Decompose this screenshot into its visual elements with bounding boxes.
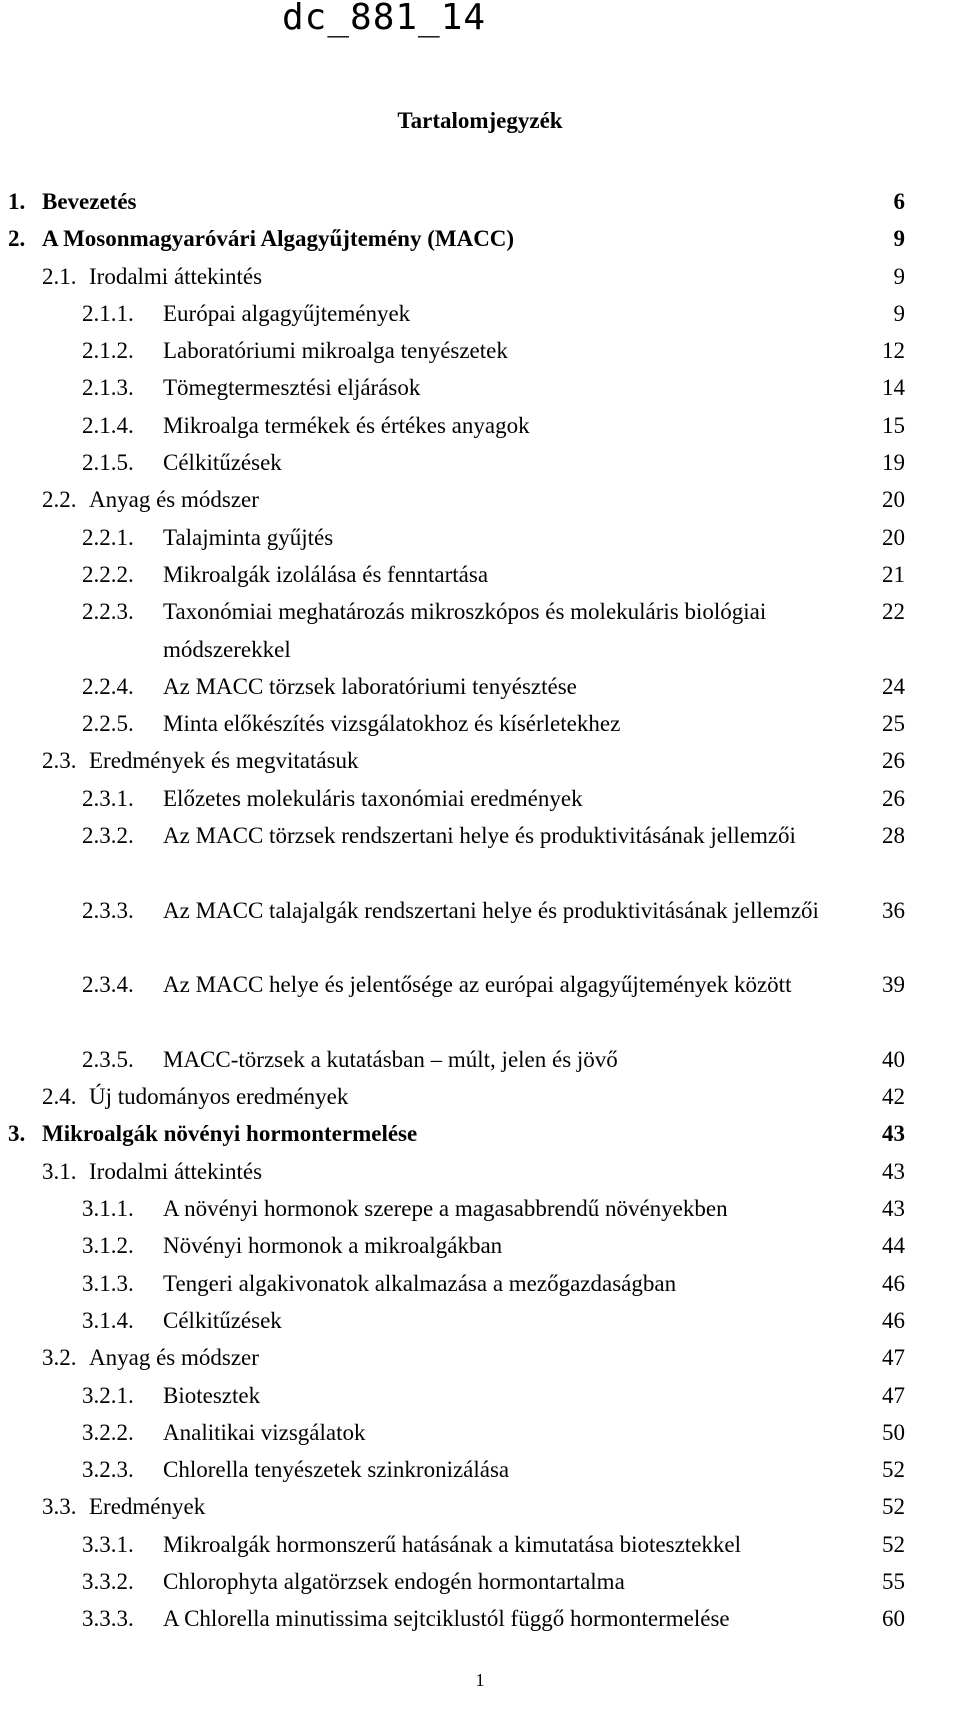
- toc-entry: [0, 1115, 960, 1152]
- toc-entry-number: 2.3.3.: [82, 897, 134, 923]
- toc-entry: [0, 1451, 960, 1488]
- toc-entry-title: Analitikai vizsgálatok: [163, 1419, 366, 1445]
- page-number-footer: 1: [475, 1670, 485, 1690]
- toc-entry-page: 43: [882, 1121, 905, 1147]
- document-header-code: dc_881_14: [282, 0, 487, 38]
- toc-entry-number: 3.1.4.: [82, 1307, 134, 1333]
- toc-entry-page: 52: [882, 1457, 905, 1483]
- toc-entry-page: 36: [882, 897, 905, 923]
- toc-entry: [0, 1488, 960, 1525]
- toc-entry-title: Mikroalgák hormonszerű hatásának a kimutatása biotesztekkel: [163, 1531, 741, 1557]
- page-title: Tartalomjegyzék: [397, 108, 563, 133]
- toc-entry-title: Az MACC törzsek laboratóriumi tenyésztése: [163, 673, 577, 699]
- toc-entry-number: 2.2.1.: [82, 524, 134, 550]
- toc-entry: [0, 1078, 960, 1115]
- toc-entry-page: 22: [882, 599, 905, 625]
- toc-entry: [0, 1041, 960, 1078]
- toc-entry-page: 47: [882, 1345, 905, 1371]
- toc-entry: [0, 519, 960, 556]
- toc-entry-page: 52: [882, 1531, 905, 1557]
- toc-entry-page: 19: [882, 450, 905, 476]
- toc-entry-title: Az MACC talajalgák rendszertani helye és produktivitásának jellemzői: [163, 897, 819, 923]
- toc-entry-page: 50: [882, 1419, 905, 1445]
- toc-entry: [0, 332, 960, 369]
- toc-entry: [0, 1190, 960, 1227]
- toc-entry-number: 2.1.1.: [82, 300, 134, 326]
- toc-entry-page: 21: [882, 561, 905, 587]
- toc-entry-page: 15: [882, 412, 905, 438]
- toc-entry: [0, 220, 960, 257]
- toc-entry-title: Laboratóriumi mikroalga tenyészetek: [163, 338, 508, 364]
- toc-entry-title: Anyag és módszer: [89, 487, 259, 513]
- toc-entry-title: Az MACC törzsek rendszertani helye és produktivitásának jellemzői: [163, 823, 796, 849]
- toc-entry-page: 39: [882, 972, 905, 998]
- toc-entry-title: Új tudományos eredmények: [89, 1084, 349, 1110]
- toc-entry-title: Chlorophyta algatörzsek endogén hormontartalma: [163, 1568, 625, 1594]
- toc-entry-title: Növényi hormonok a mikroalgákban: [163, 1233, 503, 1259]
- toc-entry-number: 2.3.1.: [82, 785, 134, 811]
- toc-entry-title: A Chlorella minutissima sejtciklustól függő hormontermelése: [163, 1606, 730, 1632]
- toc-entry-title: Taxonómiai meghatározás mikroszkópos és molekuláris biológiai módszerekkel: [163, 599, 767, 662]
- toc-entry-title: Anyag és módszer: [89, 1345, 259, 1371]
- toc-entry-number: 3.2.: [42, 1345, 77, 1371]
- toc-entry: [0, 444, 960, 481]
- toc-entry-title: A növényi hormonok szerepe a magasabbrendű növényekben: [163, 1196, 728, 1222]
- toc-entry-page: 9: [893, 300, 905, 326]
- toc-entry: [0, 1227, 960, 1264]
- toc-entry-page: 20: [882, 487, 905, 513]
- toc-entry-number: 2.2.3.: [82, 599, 134, 625]
- toc-entry-page: 46: [882, 1307, 905, 1333]
- toc-entry-title: Eredmények: [89, 1494, 206, 1520]
- toc-entry-page: 25: [882, 711, 905, 737]
- toc-entry-title: Célkitűzések: [163, 1307, 282, 1333]
- toc-entry-number: 2.3.2.: [82, 823, 134, 849]
- toc-entry-number: 3.2.3.: [82, 1457, 134, 1483]
- toc-entry-title: Célkitűzések: [163, 450, 282, 476]
- toc-entry-page: 52: [882, 1494, 905, 1520]
- toc-entry: [0, 556, 960, 593]
- toc-entry-title: Irodalmi áttekintés: [89, 1158, 263, 1184]
- toc-entry-number: 3.1.1.: [82, 1196, 134, 1222]
- toc-entry: [0, 183, 960, 220]
- toc-entry-number: 2.3.5.: [82, 1046, 134, 1072]
- toc-entry-title: MACC-törzsek a kutatásban – múlt, jelen és jövő: [163, 1046, 618, 1072]
- toc-entry: [0, 668, 960, 705]
- toc-entry: [0, 817, 960, 892]
- toc-entry-number: 2.2.5.: [82, 711, 134, 737]
- toc-entry-number: 3.1.3.: [82, 1270, 134, 1296]
- toc-entry-page: 6: [893, 189, 905, 214]
- toc-entry-title: Mikroalga termékek és értékes anyagok: [163, 412, 530, 438]
- toc-entry-title: Az MACC helye és jelentősége az európai algagyűjtemények között: [163, 972, 792, 998]
- toc-entry-page: 60: [882, 1606, 905, 1632]
- toc-entry-title: Mikroalgák növényi hormontermelése: [42, 1121, 418, 1147]
- toc-entry-page: 55: [882, 1568, 905, 1594]
- toc-entry-number: 2.1.2.: [82, 338, 134, 364]
- toc-entry: [0, 1265, 960, 1302]
- toc-entry-number: 2.3.: [42, 748, 77, 774]
- toc-entry-page: 44: [882, 1233, 905, 1259]
- toc-entry-title: Biotesztek: [163, 1382, 261, 1408]
- toc-entry-number: 3.3.3.: [82, 1606, 134, 1632]
- toc-entry: [0, 295, 960, 332]
- toc-entry: [0, 1339, 960, 1376]
- toc-entry-number: 3.3.: [42, 1494, 77, 1520]
- toc-entry-title: Előzetes molekuláris taxonómiai eredmények: [163, 785, 583, 811]
- toc-entry-title: Európai algagyűjtemények: [163, 300, 411, 326]
- toc-entry-number: 3.1.2.: [82, 1233, 134, 1259]
- toc-entry-page: 42: [882, 1084, 905, 1110]
- toc-entry-number: 2.2.2.: [82, 561, 134, 587]
- toc-entry: [0, 1414, 960, 1451]
- toc-entry-page: 46: [882, 1270, 905, 1296]
- toc-entry-page: 26: [882, 748, 905, 774]
- toc-entry-number: 3.2.2.: [82, 1419, 134, 1445]
- toc-entry-number: 2.2.: [42, 487, 77, 513]
- toc-entry: [0, 1377, 960, 1414]
- toc-entry-title: A Mosonmagyaróvári Algagyűjtemény (MACC): [42, 226, 515, 252]
- toc-entry: [0, 481, 960, 518]
- toc-entry-title: Talajminta gyűjtés: [163, 524, 334, 550]
- toc-entry-page: 28: [882, 823, 905, 849]
- toc-entry-page: 24: [882, 673, 905, 699]
- toc-entry-title: Irodalmi áttekintés: [89, 263, 263, 289]
- toc-entry: [0, 1563, 960, 1600]
- toc-entry-number: 3.: [8, 1121, 26, 1147]
- toc-entry-title: Chlorella tenyészetek szinkronizálása: [163, 1457, 510, 1483]
- toc-entry-number: 2.1.: [42, 263, 77, 289]
- toc-entry: [0, 1600, 960, 1637]
- toc-entry-number: 3.3.1.: [82, 1531, 134, 1557]
- toc-entry-title: Bevezetés: [42, 189, 137, 214]
- toc-entry-page: 40: [882, 1046, 905, 1072]
- toc-entry: [0, 407, 960, 444]
- toc-entry: [0, 593, 960, 668]
- toc-entry-title: Tengeri algakivonatok alkalmazása a mezőgazdaságban: [163, 1270, 677, 1296]
- toc-entry-page: 20: [882, 524, 905, 550]
- toc-entry-page: 9: [893, 226, 905, 252]
- toc-entry-number: 3.1.: [42, 1158, 77, 1184]
- toc-entry-page: 47: [882, 1382, 905, 1408]
- toc-entry-number: 3.3.2.: [82, 1568, 134, 1594]
- toc-entry: [0, 258, 960, 295]
- toc-entry-number: 2.1.4.: [82, 412, 134, 438]
- table-of-contents: [0, 183, 960, 1638]
- toc-entry-page: 9: [893, 263, 905, 289]
- toc-entry: [0, 742, 960, 779]
- toc-entry-number: 2.4.: [42, 1084, 77, 1110]
- toc-entry-number: 2.: [8, 226, 26, 252]
- toc-entry-page: 43: [882, 1196, 905, 1222]
- toc-entry-number: 1.: [8, 189, 26, 214]
- toc-entry: [0, 705, 960, 742]
- toc-entry-title: Mikroalgák izolálása és fenntartása: [163, 561, 489, 587]
- toc-entry: [0, 1153, 960, 1190]
- toc-entry-page: 14: [882, 375, 905, 401]
- toc-entry-title: Tömegtermesztési eljárások: [163, 375, 421, 401]
- toc-entry-number: 2.1.5.: [82, 450, 134, 476]
- toc-entry-number: 2.1.3.: [82, 375, 134, 401]
- toc-entry: [0, 780, 960, 817]
- toc-entry-page: 43: [882, 1158, 905, 1184]
- toc-entry-page: 26: [882, 785, 905, 811]
- toc-entry: [0, 369, 960, 406]
- toc-entry: [0, 1302, 960, 1339]
- toc-entry-title: Minta előkészítés vizsgálatokhoz és kísérletekhez: [163, 711, 621, 737]
- toc-entry: [0, 1526, 960, 1563]
- toc-entry-number: 3.2.1.: [82, 1382, 134, 1408]
- toc-entry-number: 2.3.4.: [82, 972, 134, 998]
- toc-entry-page: 12: [882, 338, 905, 364]
- toc-entry: [0, 966, 960, 1041]
- toc-entry: [0, 892, 960, 967]
- toc-entry-title: Eredmények és megvitatásuk: [89, 748, 359, 774]
- toc-entry-number: 2.2.4.: [82, 673, 134, 699]
